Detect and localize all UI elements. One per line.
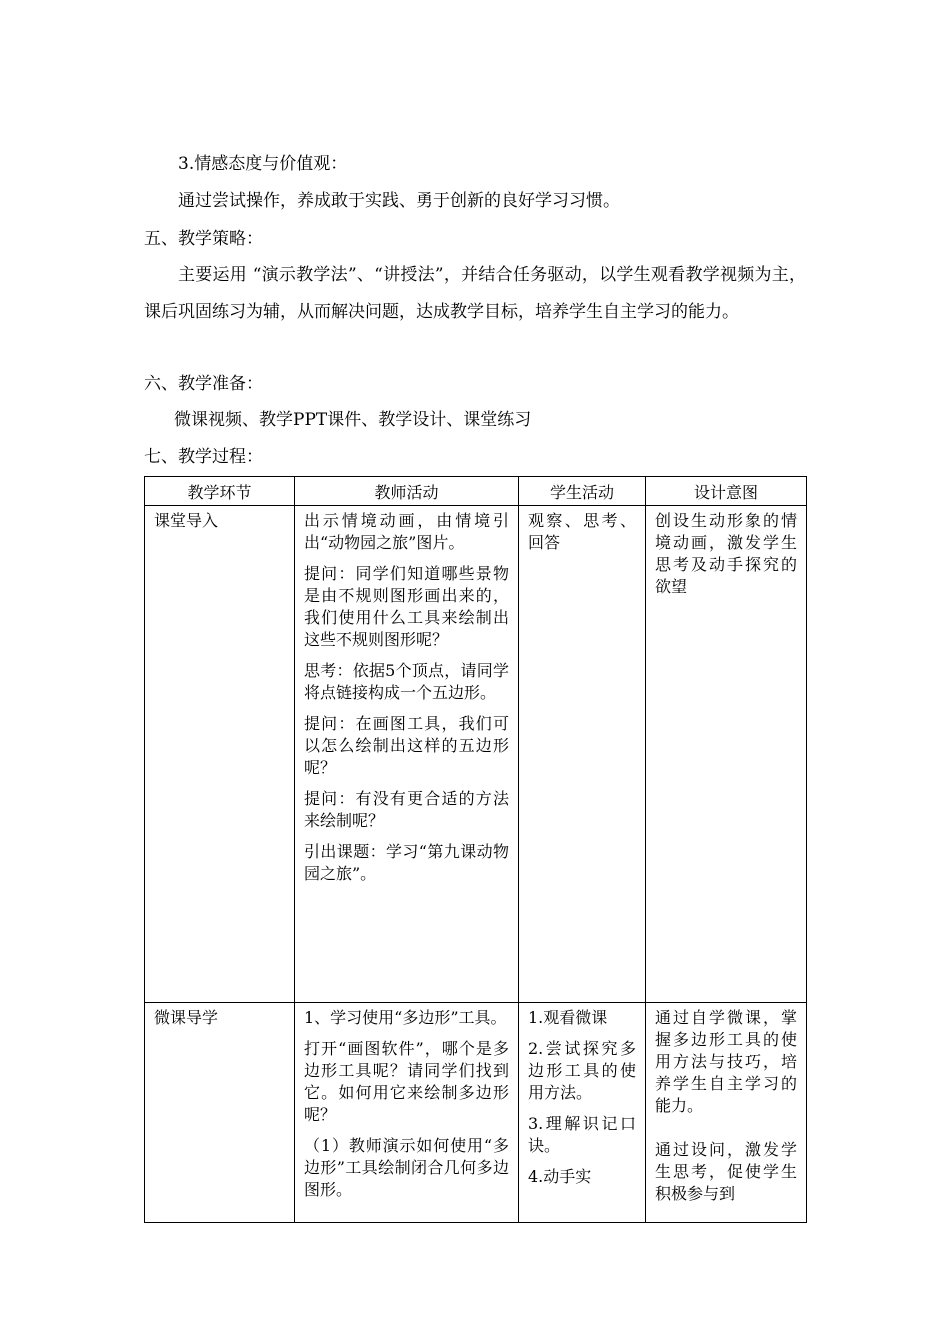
student-cell: 观察、思考、回答 <box>519 506 646 1003</box>
section-3-heading: 3.情感态度与价值观： <box>178 154 348 174</box>
section-3-text: 通过尝试操作，养成敢于实践、勇于创新的良好学习习惯。 <box>178 191 620 211</box>
stage-cell: 微课导学 <box>145 1003 295 1223</box>
header-stage: 教学环节 <box>145 477 295 506</box>
teacher-cell: 1、学习使用“多边形”工具。 打开“画图软件”，哪个是多边形工具呢？请同学们找到它。如何用它来绘制多边形呢？ （1）教师演示如何使用“多边形”工具绘制闭合几何多边图形。 <box>295 1003 519 1223</box>
table-row <box>145 506 807 1003</box>
teacher-cell: 出示情境动画，由情境引出“动物园之旅”图片。 提问：同学们知道哪些景物是由不规则图形画出来的，我们使用什么工具来绘制出这些不规则图形呢？ 思考：依据5个顶点，请同学将点链接构成一个五边形。 提问：在画图工具，我们可以怎么绘制出这样的五边形呢？ 提问：有没有更合适的方法来绘制呢？ 引出课题：学习“第九课动物园之旅”。 <box>295 506 519 1003</box>
heading-5: 五、教学策略： <box>144 229 263 249</box>
heading-6: 六、教学准备： <box>144 374 263 394</box>
stage-cell: 课堂导入 <box>145 506 295 1003</box>
header-student: 学生活动 <box>519 477 646 506</box>
heading-7: 七、教学过程： <box>144 447 263 467</box>
intent-cell: 创设生动形象的情境动画，激发学生思考及动手探究的欲望 <box>646 506 807 1003</box>
table-header-row <box>145 477 807 506</box>
strategy-paragraph: 主要运用 “演示教学法”、“讲授法”，并结合任务驱动，以学生观看教学视频为主，课后巩固练习为辅，从而解决问题，达成教学目标，培养学生自主学习的能力。 <box>144 265 806 322</box>
header-intent: 设计意图 <box>646 477 807 506</box>
prep-text: 微课视频、教学PPT课件、教学设计、课堂练习 <box>174 410 532 430</box>
table-row <box>145 1003 807 1223</box>
student-cell: 1.观看微课 2.尝试探究多边形工具的使用方法。 3.理解识记口诀。 4.动手实 <box>519 1003 646 1223</box>
header-teacher: 教师活动 <box>295 477 519 506</box>
intent-cell: 通过自学微课，掌握多边形工具的使用方法与技巧，培养学生自主学习的能力。 通过设问，激发学生思考，促使学生积极参与到 <box>646 1003 807 1223</box>
teaching-process-table <box>144 476 807 1223</box>
